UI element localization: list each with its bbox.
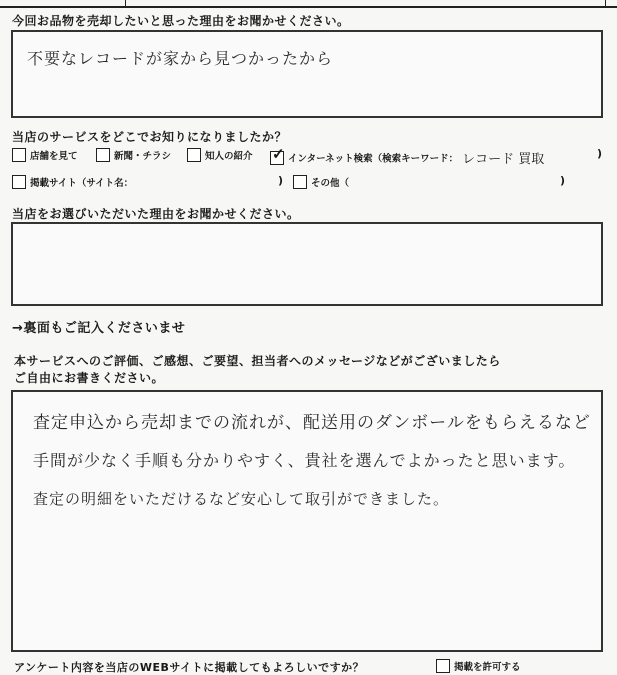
option-store[interactable]: 店舗を見て [12, 148, 78, 162]
close-paren: ) [278, 174, 284, 187]
handwritten-line: 査定申込から売却までの流れが、配送用のダンボールをもらえるなど [33, 413, 591, 433]
handwritten-answer: 不要なレコードが家から見つかったから [27, 49, 334, 68]
reverse-side-note: →裏面もご記入くださいませ [12, 321, 186, 336]
border-tick [125, 0, 126, 6]
handwritten-keyword: レコード 買取 [462, 152, 545, 167]
checkbox[interactable] [293, 175, 307, 189]
close-paren: ) [597, 147, 603, 160]
option-allow-publish[interactable]: 掲載を許可する [436, 659, 521, 673]
top-border [0, 0, 617, 8]
check-mark-icon: ✓ [272, 144, 285, 163]
question-feedback-line2: ご自由にお書きください。 [14, 371, 165, 385]
checkbox[interactable] [96, 148, 110, 162]
checkbox[interactable] [12, 148, 26, 162]
handwritten-line: 査定の明細をいただけるなど安心して取引ができました。 [33, 490, 450, 508]
option-listing-site[interactable]: 掲載サイト（サイト名： [12, 175, 133, 189]
close-paren: ) [560, 174, 566, 187]
option-internet-search[interactable]: ✓ インターネット検索（検索キーワード： レコード 買取 [272, 144, 545, 167]
question-choose-reason: 当店をお選びいただいた理由をお聞かせください。 [12, 207, 300, 221]
border-tick [605, 0, 606, 6]
answer-box-feedback[interactable] [11, 390, 603, 652]
option-referral[interactable]: 知人の紹介 [187, 148, 253, 162]
checkbox[interactable] [12, 175, 26, 189]
question-how-found: 当店のサービスをどこでお知りになりましたか？ [12, 130, 288, 144]
question-feedback-line1: 本サービスへのご評価、ご感想、ご要望、担当者へのメッセージなどがございましたら [14, 354, 501, 368]
answer-box-sell-reason[interactable] [11, 30, 603, 118]
checkbox[interactable] [187, 148, 201, 162]
checkbox-checked[interactable] [270, 144, 285, 165]
option-other[interactable]: その他（ [293, 175, 349, 189]
answer-box-choose-reason[interactable] [11, 222, 603, 306]
handwritten-line: 手間が少なく手順も分かりやすく、貴社を選んでよかったと思います。 [33, 451, 576, 470]
question-sell-reason: 今回お品物を売却したいと思った理由をお聞かせください。 [12, 14, 350, 28]
option-newspaper[interactable]: 新聞・チラシ [96, 148, 171, 162]
question-publish-consent: アンケート内容を当店のWEBサイトに掲載してもよろしいですか？ [14, 661, 365, 674]
